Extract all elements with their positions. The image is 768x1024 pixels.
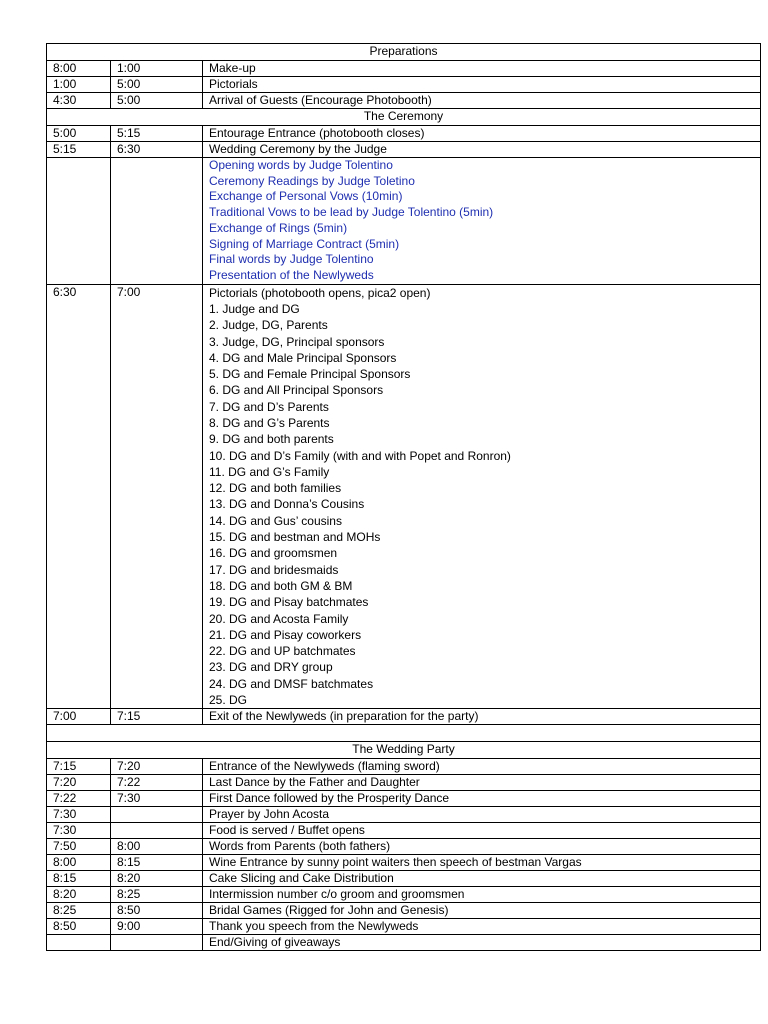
table-row [47, 93, 761, 109]
pictorial-group-item: 21. DG and Pisay coworkers [209, 627, 362, 642]
pictorials-title: Pictorials (photobooth opens, pica2 open) [209, 285, 431, 300]
program-item: Exchange of Personal Vows (10min) [209, 189, 403, 204]
end-time-cell: 5:00 [111, 93, 203, 109]
pictorial-group-item: 5. DG and Female Principal Sponsors [209, 367, 411, 382]
pictorial-group-item: 11. DG and G’s Family [209, 464, 330, 479]
table-row [47, 126, 761, 142]
table-row [47, 775, 761, 791]
table-row [47, 887, 761, 903]
pictorial-group-item: 25. DG [209, 693, 248, 708]
end-time-cell [111, 807, 203, 823]
end-time-cell: 7:00 [111, 284, 203, 709]
end-time-cell [111, 935, 203, 951]
end-time-cell: 7:30 [111, 791, 203, 807]
activity-cell: End/Giving of giveaways [203, 935, 761, 951]
start-time-cell: 8:20 [47, 887, 111, 903]
table-row [47, 791, 761, 807]
pictorial-group-item: 17. DG and bridesmaids [209, 562, 339, 577]
start-time-cell: 5:00 [47, 126, 111, 142]
activity-cell: Wedding Ceremony by the Judge [203, 142, 761, 158]
activity-cell: Exit of the Newlyweds (in preparation for the party) [203, 709, 761, 725]
start-time-cell: 8:00 [47, 855, 111, 871]
pictorial-group-item: 20. DG and Acosta Family [209, 611, 349, 626]
pictorial-group-item: 4. DG and Male Principal Sponsors [209, 350, 397, 365]
activity-cell: Entourage Entrance (photobooth closes) [203, 126, 761, 142]
activity-cell: Wine Entrance by sunny point waiters then speech of bestman Vargas [203, 855, 761, 871]
section-header-row [47, 44, 761, 61]
start-time-cell: 7:22 [47, 791, 111, 807]
ceremony-program-row [47, 158, 761, 285]
program-item: Signing of Marriage Contract (5min) [209, 236, 400, 251]
start-time-cell: 7:20 [47, 775, 111, 791]
start-time-cell: 8:25 [47, 903, 111, 919]
activity-cell: Make-up [203, 61, 761, 77]
pictorial-group-item: 15. DG and bestman and MOHs [209, 530, 381, 545]
pictorial-group-item: 19. DG and Pisay batchmates [209, 595, 369, 610]
activity-cell: Intermission number c/o groom and groomsmen [203, 887, 761, 903]
program-item: Traditional Vows to be lead by Judge Tolentino (5min) [209, 205, 494, 220]
start-time-cell: 7:00 [47, 709, 111, 725]
table-row [47, 903, 761, 919]
start-time-cell: 4:30 [47, 93, 111, 109]
pictorial-group-item: 6. DG and All Principal Sponsors [209, 383, 384, 398]
pictorial-group-item: 9. DG and both parents [209, 432, 334, 447]
start-time-cell: 8:50 [47, 919, 111, 935]
pictorial-group-item: 7. DG and D’s Parents [209, 399, 329, 414]
activity-cell: Arrival of Guests (Encourage Photobooth) [203, 93, 761, 109]
start-time-cell: 8:00 [47, 61, 111, 77]
empty-cell [47, 158, 111, 285]
end-time-cell: 9:00 [111, 919, 203, 935]
start-time-cell: 8:15 [47, 871, 111, 887]
program-item: Final words by Judge Tolentino [209, 252, 374, 267]
table-row [47, 709, 761, 725]
schedule-body [47, 44, 761, 951]
pictorial-group-item: 10. DG and D’s Family (with and with Popet and Ronron) [209, 448, 511, 463]
start-time-cell: 6:30 [47, 284, 111, 709]
pictorial-group-item: 8. DG and G’s Parents [209, 416, 330, 430]
end-time-cell: 8:25 [111, 887, 203, 903]
activity-cell: First Dance followed by the Prosperity Dance [203, 791, 761, 807]
section-party: The Wedding Party [47, 742, 761, 759]
blank-cell [47, 725, 761, 742]
start-time-cell: 1:00 [47, 77, 111, 93]
end-time-cell: 8:00 [111, 839, 203, 855]
pictorial-group-item: 24. DG and DMSF batchmates [209, 676, 374, 691]
program-item: Opening words by Judge Tolentino [209, 158, 393, 172]
pictorials-cell [203, 284, 761, 709]
end-time-cell: 1:00 [111, 61, 203, 77]
activity-cell: Last Dance by the Father and Daughter [203, 775, 761, 791]
table-row [47, 807, 761, 823]
start-time-cell: 7:15 [47, 759, 111, 775]
table-row [47, 759, 761, 775]
table-row [47, 919, 761, 935]
start-time-cell: 7:30 [47, 807, 111, 823]
start-time-cell [47, 935, 111, 951]
end-time-cell: 7:20 [111, 759, 203, 775]
activity-cell: Pictorials [203, 77, 761, 93]
pictorial-group-item: 12. DG and both families [209, 481, 342, 496]
table-row [47, 77, 761, 93]
end-time-cell [111, 823, 203, 839]
pictorial-group-item: 2. Judge, DG, Parents [209, 318, 328, 333]
table-row [47, 855, 761, 871]
ceremony-program-cell [203, 158, 761, 285]
pictorial-group-item: 22. DG and UP batchmates [209, 644, 356, 659]
pictorial-group-item: 1. Judge and DG [209, 301, 300, 316]
pictorial-group-item: 16. DG and groomsmen [209, 546, 338, 561]
activity-cell: Thank you speech from the Newlyweds [203, 919, 761, 935]
activity-cell: Bridal Games (Rigged for John and Genesis) [203, 903, 761, 919]
program-item: Presentation of the Newlyweds [209, 267, 374, 282]
activity-cell: Food is served / Buffet opens [203, 823, 761, 839]
end-time-cell: 5:15 [111, 126, 203, 142]
start-time-cell: 7:30 [47, 823, 111, 839]
end-time-cell: 7:22 [111, 775, 203, 791]
section-header-row [47, 109, 761, 126]
table-row [47, 61, 761, 77]
start-time-cell: 5:15 [47, 142, 111, 158]
start-time-cell: 7:50 [47, 839, 111, 855]
pictorial-group-item: 14. DG and Gus’ cousins [209, 513, 342, 528]
activity-cell: Cake Slicing and Cake Distribution [203, 871, 761, 887]
pictorial-group-item: 13. DG and Donna’s Cousins [209, 497, 365, 512]
table-row [47, 935, 761, 951]
schedule-table [46, 43, 761, 951]
section-preparations: Preparations [47, 44, 761, 61]
program-item: Ceremony Readings by Judge Toletino [209, 173, 415, 188]
program-item: Exchange of Rings (5min) [209, 220, 348, 235]
activity-cell: Entrance of the Newlyweds (flaming sword) [203, 759, 761, 775]
table-row [47, 823, 761, 839]
empty-cell [111, 158, 203, 285]
pictorials-row [47, 284, 761, 709]
activity-cell: Words from Parents (both fathers) [203, 839, 761, 855]
table-row [47, 839, 761, 855]
end-time-cell: 8:20 [111, 871, 203, 887]
section-ceremony: The Ceremony [47, 109, 761, 126]
blank-row [47, 725, 761, 742]
section-header-row [47, 742, 761, 759]
pictorial-group-item: 3. Judge, DG, Principal sponsors [209, 334, 385, 349]
table-row [47, 871, 761, 887]
activity-cell: Prayer by John Acosta [203, 807, 761, 823]
end-time-cell: 6:30 [111, 142, 203, 158]
end-time-cell: 7:15 [111, 709, 203, 725]
end-time-cell: 5:00 [111, 77, 203, 93]
end-time-cell: 8:15 [111, 855, 203, 871]
table-row [47, 142, 761, 158]
pictorial-group-item: 18. DG and both GM & BM [209, 578, 353, 593]
end-time-cell: 8:50 [111, 903, 203, 919]
pictorial-group-item: 23. DG and DRY group [209, 660, 333, 675]
